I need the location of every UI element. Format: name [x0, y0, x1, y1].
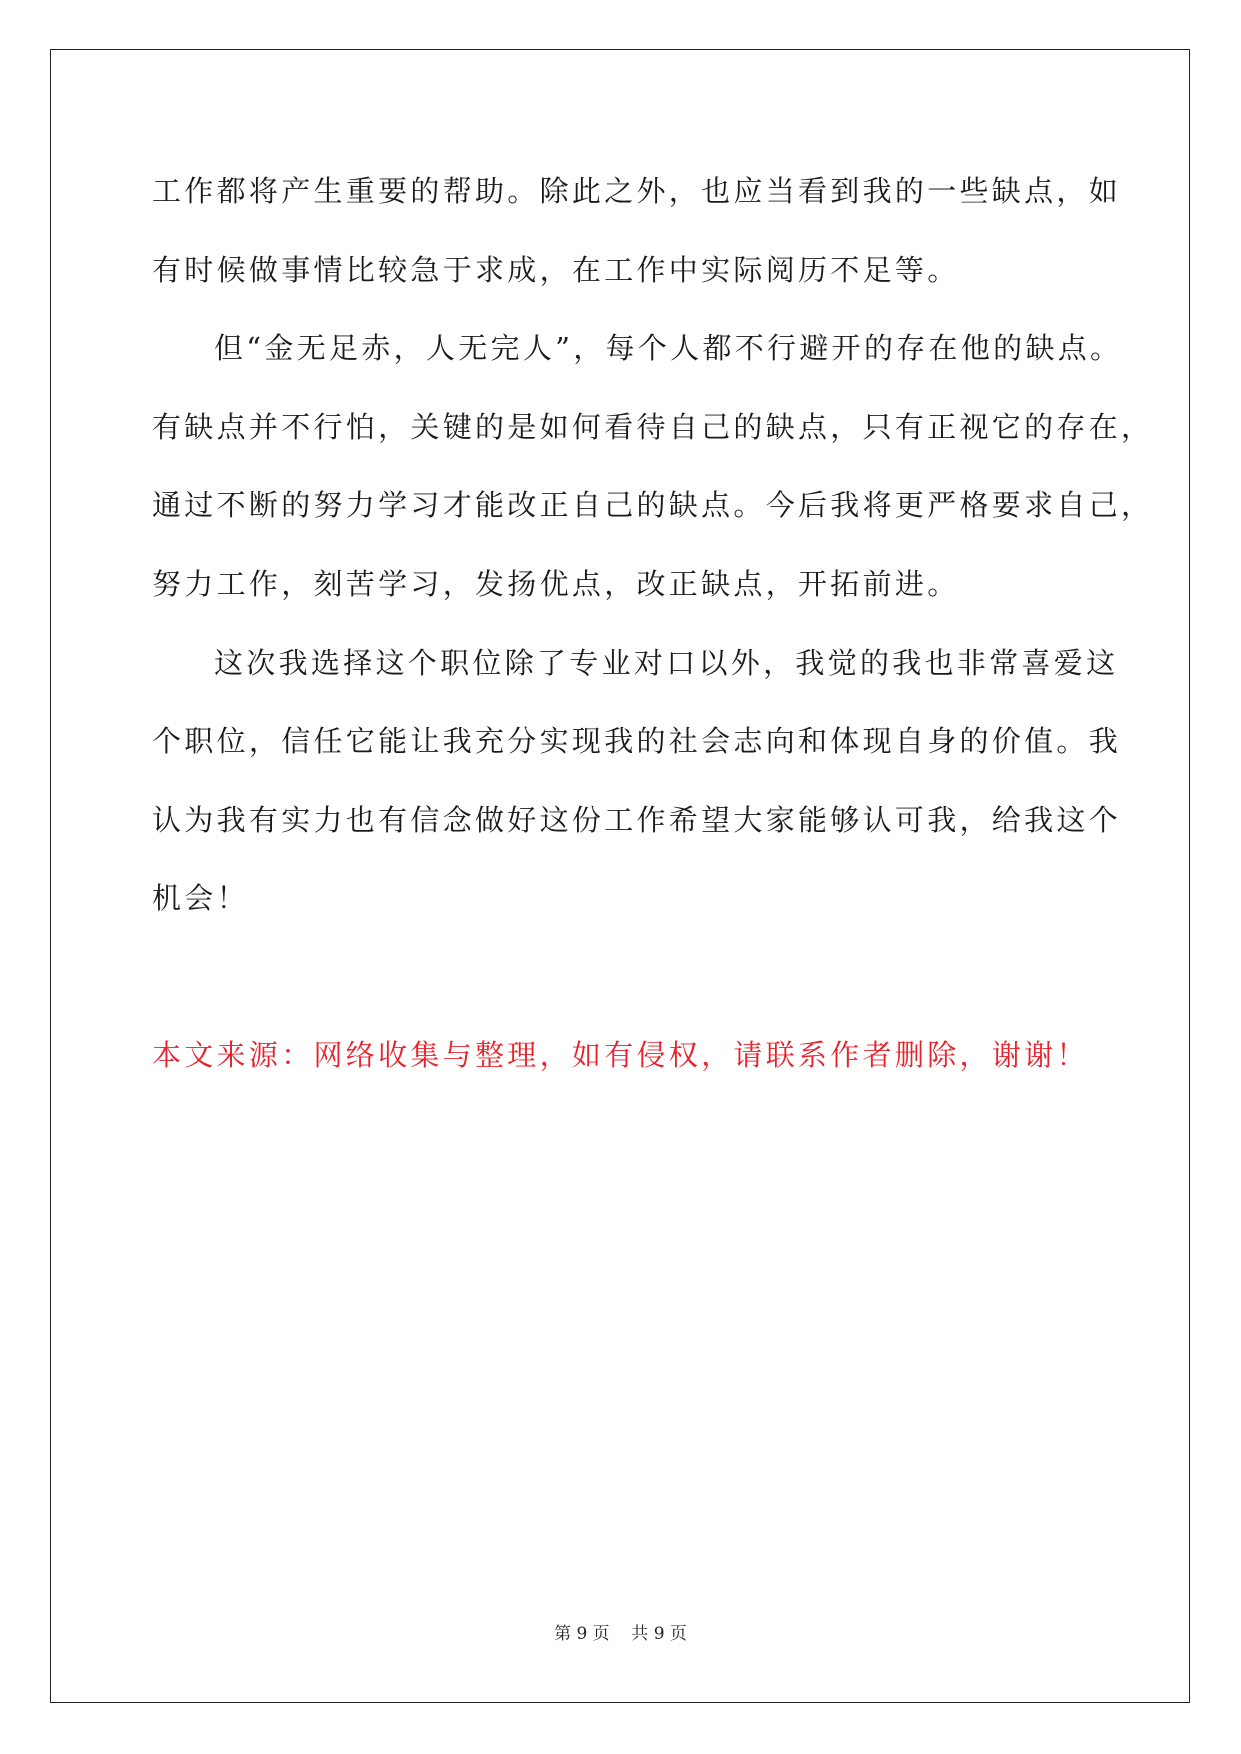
- body-line: 认为我有实力也有信念做好这份工作希望大家能够认可我，给我这个: [152, 803, 1122, 837]
- page-indicator: 第 9 页 共 9 页: [554, 1624, 687, 1644]
- body-line: 工作都将产生重要的帮助。除此之外，也应当看到我的一些缺点，如: [152, 174, 1122, 208]
- body-line: 努力工作，刻苦学习，发扬优点，改正缺点，开拓前进。: [152, 567, 960, 601]
- body-line: 有缺点并不行怕，关键的是如何看待自己的缺点，只有正视它的存在，: [152, 410, 1154, 444]
- body-line: 个职位，信任它能让我充分实现我的社会志向和体现自身的价值。我: [152, 724, 1122, 758]
- page-border: [50, 49, 1190, 1703]
- body-line: 通过不断的努力学习才能改正自己的缺点。今后我将更严格要求自己，: [152, 488, 1154, 522]
- source-note: 本文来源：网络收集与整理，如有侵权，请联系作者删除，谢谢！: [152, 1038, 1089, 1072]
- paragraph-start-line: 但“金无足赤，人无完人”，每个人都不行避开的存在他的缺点。: [214, 331, 1123, 365]
- body-line: 机会！: [152, 881, 249, 915]
- paragraph-start-line: 这次我选择这个职位除了专业对口以外，我觉的我也非常喜爱这: [214, 646, 1119, 680]
- body-line: 有时候做事情比较急于求成，在工作中实际阅历不足等。: [152, 253, 960, 287]
